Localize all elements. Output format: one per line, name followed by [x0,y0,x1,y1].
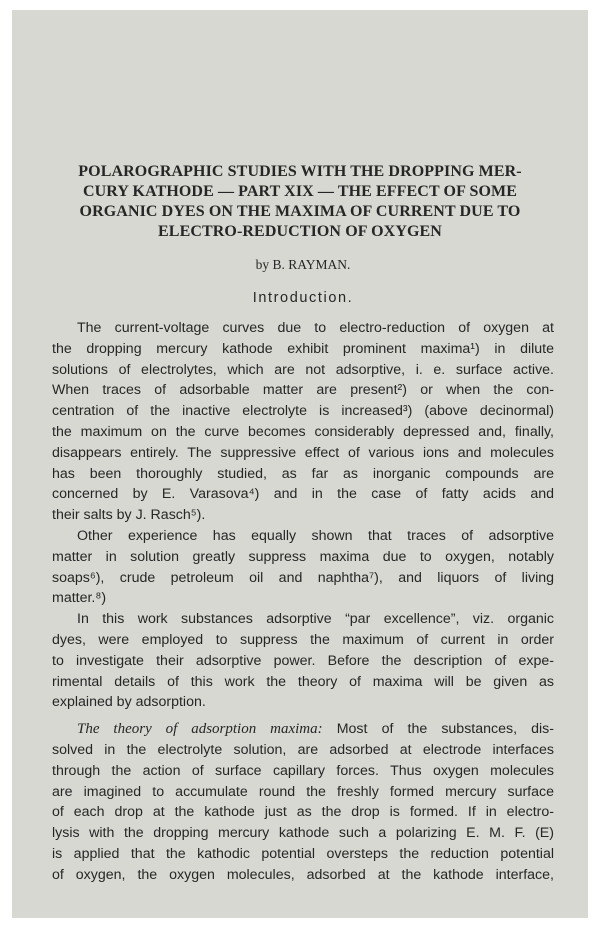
text-line: rimental details of this work the theory of maxima will be given as [52,673,554,690]
text-line: to investigate their adsorptive power. Before the description of expe- [52,652,554,669]
text-line: disappears entirely. The suppressive effect of various ions and molecules [52,444,554,461]
text-line: explained by adsorption. [52,694,206,711]
text-line: solved in the electrolyte solution, are adsorbed at electrode interfaces [52,741,554,758]
text-line: has been thoroughly studied, as far as inorganic compounds are [52,465,554,482]
text-line: the maximum on the curve becomes considerably depressed and, finally, [52,423,554,440]
title-line: CURY KATHODE — PART XIX — THE EFFECT OF SOME [83,183,517,200]
text-line: Other experience has equally shown that traces of adsorptive [77,527,554,544]
paper-page [12,10,588,918]
title-line: ELECTRO-REDUCTION OF OXYGEN [158,223,442,240]
title-line: POLAROGRAPHIC STUDIES WITH THE DROPPING MER- [78,163,522,180]
author-byline: by B. RAYMAN. [255,257,351,272]
paragraph-1 [52,318,554,526]
italic-lead: The theory of adsorption maxima: [77,721,323,738]
text-line [52,719,554,740]
paragraph-3 [52,609,554,713]
text-line: of oxygen, the oxygen molecules, adsorbed at the kathode interface, [52,866,554,883]
text-line: is applied that the kathodic potential oversteps the reduction potential [52,845,554,862]
text-fragment: Most of the substances, dis- [322,721,554,738]
text-line: are imagined to accumulate round the freshly formed mercury surface [52,783,554,800]
text-line: solutions of electrolytes, which are not adsorptive, i. e. surface active. [52,361,554,378]
paragraph-4 [52,719,554,885]
text-line: In this work substances adsorptive “par excellence”, viz. organic [77,611,554,628]
text-line: matter.⁸) [52,590,107,607]
text-line: their salts by J. Rasch⁵). [52,507,206,524]
text-line: dyes, were employed to suppress the maximum of current in order [52,631,554,648]
text-line: of each drop at the kathode just as the drop is formed. If in electro- [52,804,554,821]
paper-title [60,162,540,242]
section-heading: Introduction. [252,290,354,306]
text-line: centration of the inactive electrolyte is increased³) (above decinormal) [52,403,554,420]
paragraph-2 [52,526,554,609]
text-line: soaps⁶), crude petroleum oil and naphtha⁷), and liquors of living [52,569,554,586]
text-line: When traces of adsorbable matter are present²) or when the con- [52,382,554,399]
text-line: lysis with the dropping mercury kathode such a polarizing E. M. F. (E) [52,825,554,842]
text-line: concerned by E. Varasova⁴) and in the case of fatty acids and [52,486,554,503]
title-line: ORGANIC DYES ON THE MAXIMA OF CURRENT DUE TO [79,203,521,220]
text-line: The current-voltage curves due to electro-reduction of oxygen at [77,320,554,336]
text-line: through the action of surface capillary forces. Thus oxygen molecules [52,762,554,779]
text-line: matter in solution greatly suppress maxima due to oxygen, notably [52,548,554,565]
text-line: the dropping mercury kathode exhibit prominent maxima¹) in dilute [52,340,554,357]
